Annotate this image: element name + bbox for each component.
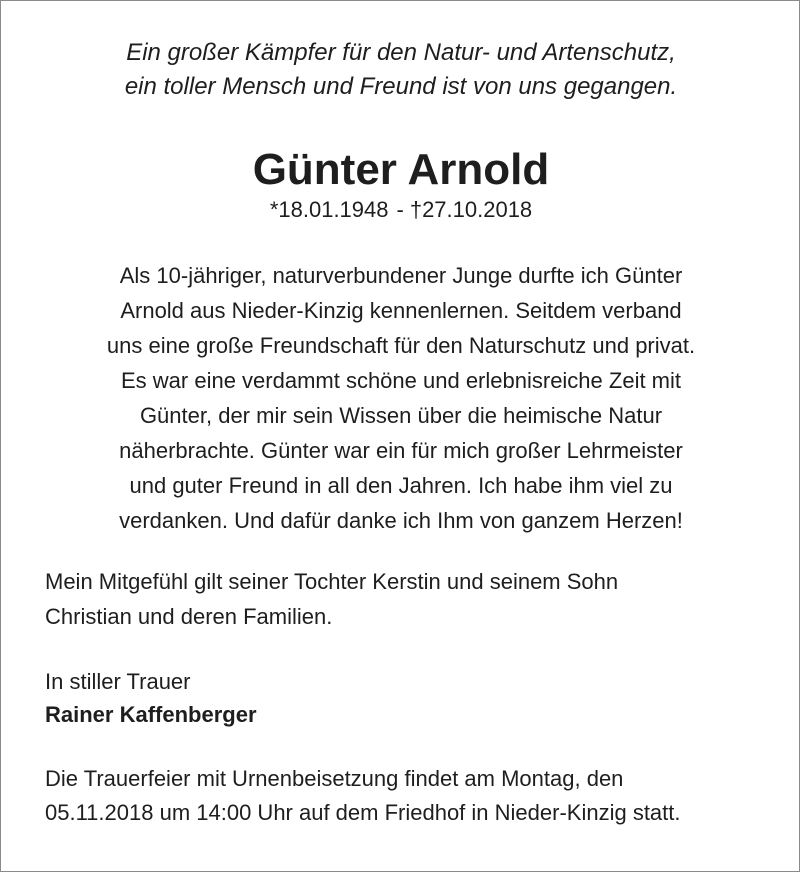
- motto-line: Ein großer Kämpfer für den Natur- und Artenschutz,: [126, 39, 676, 66]
- funeral-line: 05.11.2018 um 14:00 Uhr auf dem Friedhof in Nieder-Kinzig statt.: [45, 800, 681, 825]
- tribute-line: verdanken. Und dafür danke ich Ihm von ganzem Herzen!: [119, 508, 683, 533]
- deceased-name: Günter Arnold: [252, 145, 550, 194]
- date-separator: -: [396, 197, 404, 222]
- condolence-text: [45, 564, 765, 634]
- tribute-line: uns eine große Freundschaft für den Naturschutz und privat.: [106, 333, 696, 358]
- condolence-line: Christian und deren Familien.: [45, 604, 333, 629]
- tribute-line: Es war eine verdammt schöne und erlebnisreiche Zeit mit: [120, 368, 682, 393]
- death-date: †27.10.2018: [409, 197, 533, 222]
- funeral-line: Die Trauerfeier mit Urnenbeisetzung findet am Montag, den: [45, 766, 624, 791]
- mourning-phrase: In stiller Trauer: [45, 669, 191, 694]
- signer-name: Rainer Kaffenberger: [45, 702, 257, 727]
- tribute-line: näherbrachte. Günter war ein für mich großer Lehrmeister: [119, 438, 683, 463]
- tribute-line: und guter Freund in all den Jahren. Ich habe ihm viel zu: [129, 473, 673, 498]
- tribute-text: [1, 258, 800, 538]
- motto: [1, 36, 800, 104]
- motto-line: ein toller Mensch und Freund ist von uns gegangen.: [124, 73, 678, 100]
- tribute-line: Arnold aus Nieder-Kinzig kennenlernen. Seitdem verband: [120, 298, 682, 323]
- life-dates: [1, 195, 800, 225]
- tribute-line: Als 10-jähriger, naturverbundener Junge durfte ich Günter: [119, 263, 683, 288]
- tribute-line: Günter, der mir sein Wissen über die heimische Natur: [139, 403, 663, 428]
- funeral-info: [45, 762, 785, 830]
- birth-date: *18.01.1948: [269, 197, 389, 222]
- condolence-line: Mein Mitgefühl gilt seiner Tochter Kerstin und seinem Sohn: [45, 569, 619, 594]
